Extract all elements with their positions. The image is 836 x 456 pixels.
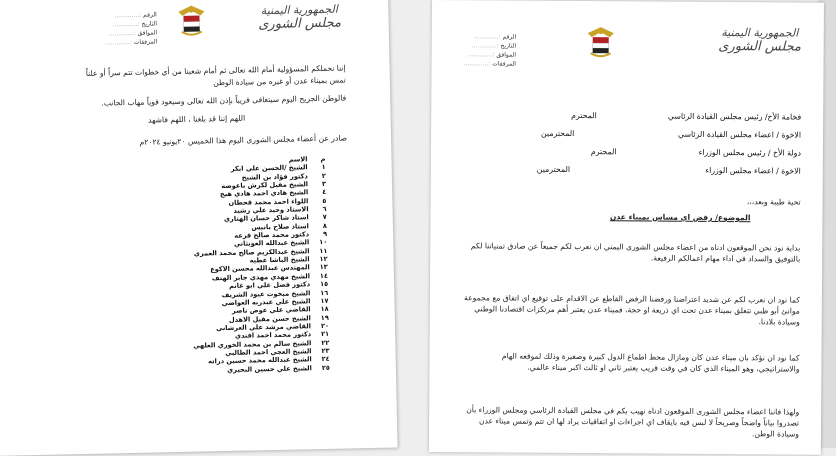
member-name: استاذ شاكر حسان الهتاري: [223, 213, 309, 224]
left-meta-block: الرقم :............. التاريخ :............. الموافق :............. المرفقات :.............: [104, 11, 158, 47]
right-brand-line1: الجمهورية اليمنية: [721, 26, 799, 40]
right-meta-date: التاريخ: [500, 42, 517, 50]
right-meta-attach: المرفقات: [492, 60, 516, 68]
member-number: ٨: [322, 221, 327, 230]
subject-line: الموضوع/ رفض اي مساس بميناء عدن: [609, 212, 751, 223]
addressee-3: دولة الأخ / رئيس مجلس الوزراء: [698, 147, 801, 158]
member-name: الشيخ /الحسن علي ابكر: [230, 163, 308, 174]
right-document-page: [429, 0, 824, 455]
addressee-3-salute: المحترم: [590, 147, 617, 157]
member-number: ١٨: [320, 305, 329, 314]
member-number: ٢١: [321, 330, 330, 339]
left-brand-line2: مجلس الشورى: [258, 15, 342, 33]
right-meta-number: الرقم: [502, 33, 517, 41]
member-number: ٤: [322, 188, 327, 197]
member-name: الشيخ مهدي مهدي جابر الهتف: [211, 272, 311, 283]
member-number: ٢٥: [321, 363, 330, 372]
member-name: الشيخ علي عبدربه العواضي: [221, 297, 311, 307]
member-number: ١٠: [319, 238, 328, 247]
left-brand: [254, 2, 345, 32]
members-header-name: الاسم: [288, 155, 308, 164]
right-meta-corresp: الموافق: [496, 51, 517, 59]
member-name: الشيخ الباشا عطيه: [249, 255, 310, 265]
member-number: ١٥: [319, 280, 329, 289]
eagle-emblem-icon: [174, 1, 209, 38]
member-name: دكتور محمد احمد افندي: [234, 330, 312, 341]
body-paragraph-3: كما نود ان نؤكد بان ميناء عدن كان ومازال محط اطماع الدول كبيرة وصغيرة وذلك لموقعه الهام والاستراتيجي، وهو الميناء الذي كان في وقت قريب يعتبر ثاني او ثالث اكبر ميناء عالمي.: [501, 351, 800, 374]
member-name: الشيخ هادي احمد هادي هيج: [219, 188, 309, 199]
body-paragraph-2: كما نود ان نعرب لكم عن شديد اعتراضنا ورفضنا الرفض القاطع عن الاقدام على توقيع اي اتفاق مع مجموعة موانئ أبو ظبي تتعلق بميناء عدن تحت اي ذريعة او حجة، فميناء عدن يعتبر أهم مرتكزات اقتصادنا الوطني وسيادة بلادنا.: [464, 293, 800, 327]
member-name: اللواء احمد محمد قحطان: [228, 196, 309, 207]
member-number: ٣: [321, 179, 327, 188]
left-meta-attach: المرفقات: [133, 38, 158, 46]
member-number: ٩: [322, 229, 328, 239]
member-number: ٦: [322, 204, 327, 214]
member-number: ٧: [322, 213, 327, 222]
addressee-2: الاخوة / اعضاء مجلس القيادة الرئاسي: [677, 129, 802, 140]
member-number: ١٧: [320, 296, 329, 305]
left-paragraph-2: فالوطن الجريح اليوم سيتعافى قريباً بإذن الله تعالى وسيعود قوياً مهاب الجانب.: [101, 93, 347, 108]
member-number: ٢٤: [321, 355, 330, 364]
left-issued-line: صادر عن أعضاء مجلس الشورى اليوم هذا الخميس ٢٠يونيو ٢٠٢٤م: [139, 133, 348, 147]
member-name: استاذ صلاح باتيس: [251, 221, 309, 232]
member-number: ٢: [321, 171, 326, 180]
right-brand: [714, 26, 806, 55]
body-paragraph-4: ولهذا فاننا اعضاء مجلس الشورى الموقعون ادناه نهيب بكم في مجلس القيادة الرئاسي ومجلس الوزراء بأن تصدروا بياناً واضحاً وصريحاً لا لبس فيه بايقاف اي اجراءات او اتفاقيات يراد لها ان تتم وتمس ميناء عدن وسيادة الوطن.: [466, 405, 800, 439]
member-name: الشيخ سالم بن محمد الخوري العلهي: [193, 338, 312, 350]
member-name: القاضي مرشد علي العرشاني: [216, 322, 312, 333]
addressee-4-salute: المحترمين: [536, 164, 571, 174]
member-number: ٥: [322, 196, 327, 205]
member-number: ٢٠: [320, 321, 330, 330]
member-row: [182, 363, 330, 374]
member-name: دكتور فؤاد بن الشيخ: [241, 171, 308, 182]
left-brand-line1: الجمهورية اليمنية: [260, 2, 338, 18]
member-name: دكتور محمد صالح قرعه: [234, 230, 310, 240]
addressee-2-salute: المحترمين: [541, 128, 575, 138]
member-name: المهندس عبدالله محسن الاكوع: [210, 263, 310, 274]
member-number: ١٢: [319, 254, 328, 264]
left-meta-number: الرقم: [143, 11, 157, 19]
left-meta-date: التاريخ: [141, 20, 158, 28]
body-paragraph-1: بداية نود نحن الموقعون ادناه من اعضاء مجلس الشورى اليمني ان نعرب لكم جميعاً عن صادق تمنياتنا لكم بالتوفيق والسداد في اداء مهام اعمالكم الرفيعة.: [470, 241, 801, 264]
member-name: الاستاذ وحيد علي رشيد: [233, 205, 309, 215]
member-number: ١٣: [319, 263, 328, 272]
addressee-4: الاخوة / اعضاء مجلس الوزراء: [705, 165, 801, 176]
member-name: الشيخ حسن مقبل الاهدل: [228, 313, 311, 324]
members-header-num: م: [320, 154, 326, 163]
left-paragraph-3: اللهم إننا قد بلغنا ، اللهم فاشهد: [148, 113, 246, 125]
member-name: دكتور فضل علي ابو غانم: [228, 280, 311, 291]
member-name: الشيخ عبدالله العوبثاني: [233, 238, 310, 249]
member-number: ١٦: [320, 288, 329, 297]
eagle-emblem-icon: [584, 23, 618, 59]
right-brand-line2: مجلس الشورى: [718, 39, 802, 55]
member-name: الشيخ مقبل لكرش باعوضه: [221, 180, 309, 191]
member-name: الشيخ العجي احمد الطالبي: [225, 347, 312, 357]
member-number: ١٩: [320, 313, 329, 322]
addressee-1-salute: المحترم: [571, 110, 597, 121]
addressee-1: فخامة الأخ/ رئيس مجلس القيادة الرئاسي: [667, 111, 802, 122]
member-name: الشيخ عبدالله محمد حسين دراته: [208, 355, 312, 366]
left-document-page: [0, 0, 398, 456]
member-name: الشيخ عبدالكريم صالح محمد العمري: [193, 247, 310, 258]
right-meta-block: الرقم :............. التاريخ :............. الموافق :............. المرفقات :.............: [463, 33, 517, 68]
addressee-block: [461, 110, 801, 182]
member-number: ١١: [319, 246, 328, 255]
member-number: ٢٢: [321, 338, 330, 347]
member-number: ١: [321, 163, 326, 172]
member-name: القاضي علي عوض ناصر: [231, 305, 311, 316]
left-paragraph-1b: تمس بميناء عدن أو غيره من سيادة الوطن: [213, 75, 346, 88]
member-name: الشيخ مبخوت عبود الشريف: [221, 288, 311, 299]
member-name: الشيخ علي حسين البحيري: [227, 363, 312, 374]
left-meta-corresp: الموافق: [137, 29, 158, 37]
left-paragraph-1: إننا نحملكم المسؤولية أمام الله تعالى ثم أمام شعبنا من أي خطوات تتم سراً أو علناً: [85, 63, 346, 78]
member-number: ٢٣: [321, 346, 330, 355]
members-list: [177, 155, 330, 375]
member-number: ١٤: [319, 271, 329, 280]
greeting: تحية طيبة وبعد،،،: [746, 197, 801, 207]
